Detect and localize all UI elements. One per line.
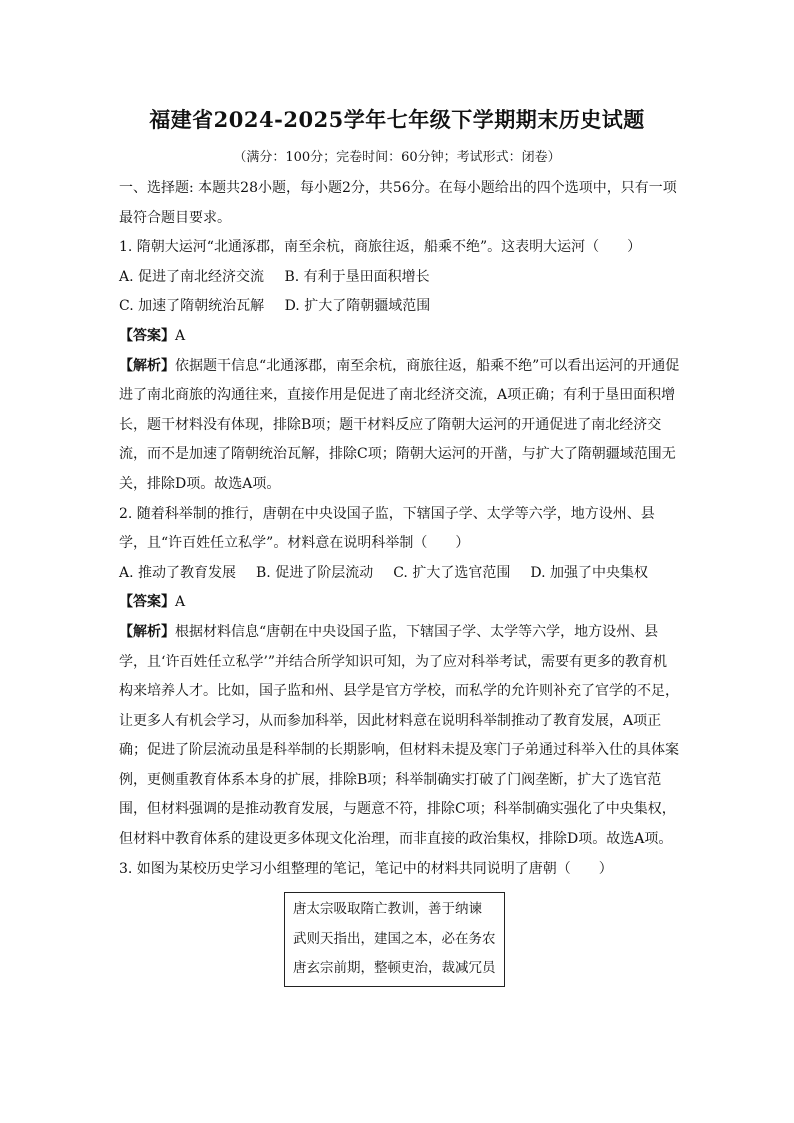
analysis-text: 根据材料信息“唐朝在中央设国子监，下辖国子学、太学等六学，地方设州、县学，且‘许百姓任立私学’”并结合所学知识可知，为了应对科举考试，需要有更多的教育机构来培养人才。比如，国子监和州、县学是官方学校，而私学的允许则补充了官学的不足，让更多人有机会学习，从而参加科举，因此材料意在说明科举制推动了教育发展，A项正确；促进了阶层流动虽是科举制的长期影响，但材料未提及寒门子弟通过科举入仕的具体案例，更侧重教育体系本身的扩展，排除B项；科举制确实打破了门阀垄断，扩大了选官范围，但材料强调的是推动教育发展，与题意不符，排除C项；科举制确实强化了中央集权，但材料中教育体系的建设更多体现文化治理，而非直接的政治集权，排除D项。故选A项。: [119, 623, 679, 848]
question-2-answer: [119, 588, 681, 618]
question-2-options: [119, 559, 681, 589]
answer-value: A: [175, 327, 186, 344]
analysis-label: 【解析】: [119, 357, 175, 374]
section-heading: 一、选择题: 本题共28小题，每小题2分，共56分。在每小题给出的四个选项中，只有一项最符合题目要求。: [119, 180, 677, 226]
question-2-option-c: C. 扩大了选官范围: [393, 564, 511, 581]
question-1-option-d: D. 扩大了隋朝疆域范围: [284, 298, 431, 315]
question-1-option-a: A. 促进了南北经济交流: [119, 268, 265, 285]
question-2-option-b: B. 促进了阶层流动: [256, 564, 374, 581]
question-2-analysis: [119, 618, 681, 855]
question-2-stem: 2. 随着科举制的推行，唐朝在中央设国子监，下辖国子学、太学等六学，地方设州、县学，且“许百姓任立私学”。材料意在说明科举制（ ）: [119, 505, 655, 552]
question-1-option-b: B. 有利于垦田面积增长: [284, 268, 430, 285]
question-1-stem: 1. 隋朝大运河“北通涿郡，南至余杭，商旅往返，船乘不绝”。这表明大运河（ ）: [119, 239, 642, 256]
notes-figure: [284, 892, 681, 987]
notes-box: [284, 892, 505, 987]
note-line: 武则天指出，建国之本，必在务农: [293, 930, 496, 947]
question-1-answer: [119, 322, 681, 352]
answer-label: 【答案】: [119, 594, 175, 611]
question-2-option-a: A. 推动了教育发展: [119, 564, 237, 581]
exam-content: [119, 174, 681, 987]
question-1-options-row-2: [119, 292, 681, 322]
analysis-text: 依据题干信息“北通涿郡，南至余杭，商旅往返，船乘不绝”可以看出运河的开通促进了南北商旅的沟通往来，直接作用是促进了南北经济交流，A项正确；有利于垦田面积增长，题干材料没有体现，排除B项；题干材料反应了隋朝大运河的开通促进了南北经济交流，而不是加速了隋朝统治瓦解，排除C项；隋朝大运河的开凿，与扩大了隋朝疆域范围无关，排除D项。故选A项。: [119, 357, 680, 492]
question-1-option-c: C. 加速了隋朝统治瓦解: [119, 298, 265, 315]
question-3-stem: 3. 如图为某校历史学习小组整理的笔记，笔记中的材料共同说明了唐朝（ ）: [119, 860, 613, 877]
page-title: 福建省2024-2025学年七年级下学期期末历史试题: [149, 107, 645, 132]
answer-value: A: [175, 594, 186, 611]
note-line: 唐玄宗前期，整顿吏治，裁减冗员: [293, 960, 496, 977]
note-line: 唐太宗吸取隋亡教训，善于纳谏: [293, 901, 482, 918]
question-1-options-row-1: [119, 263, 681, 293]
exam-info: （满分：100分；完卷时间：60分钟；考试形式：闭卷）: [233, 150, 561, 165]
question-2-option-d: D. 加强了中央集权: [530, 564, 648, 581]
answer-label: 【答案】: [119, 327, 175, 344]
question-1-analysis: [119, 352, 681, 500]
analysis-label: 【解析】: [119, 623, 175, 640]
